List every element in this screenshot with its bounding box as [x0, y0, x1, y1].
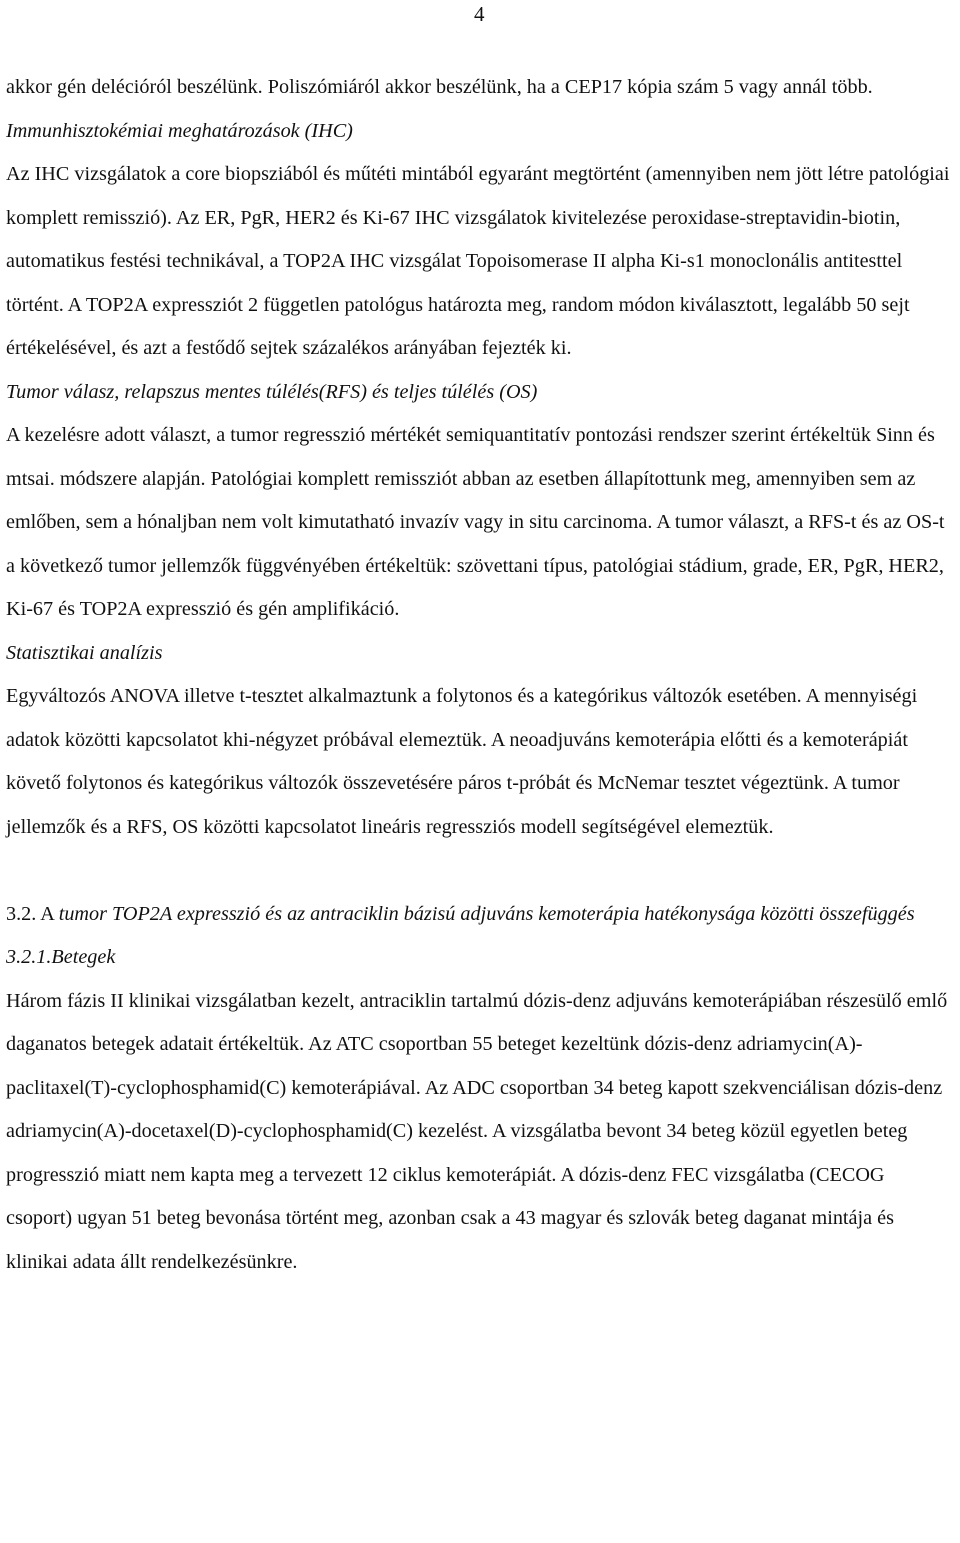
- paragraph-tumor-response: A kezelésre adott választ, a tumor regresszió mértékét semiquantitatív pontozási rendszer szerint értékeltük Sinn és mtsai. módszere alapján. Patológiai komplett remissziót abban az esetben állapítottunk meg, amennyiben sem az emlőben, sem a hónaljban nem volt kimutatható invazív vagy in situ carcinoma. A tumor választ, a RFS-t és az OS-t a következő tumor jellemzők függvényében értékeltük: szövettani típus, patológiai stádium, grade, ER, PgR, HER2, Ki-67 és TOP2A expresszió és gén amplifikáció.: [6, 424, 945, 620]
- paragraph-gene-deletion: akkor gén delécióról beszélünk. Poliszómiáról akkor beszélünk, ha a CEP17 kópia szám 5 vagy annál több.: [6, 76, 873, 98]
- page-number: 4: [474, 2, 485, 26]
- document-body: [6, 66, 954, 1284]
- paragraph-ihc-methods: Az IHC vizsgálatok a core biopsziából és műtéti mintából egyaránt megtörtént (amennyiben nem jött létre patológiai komplett remisszió). Az ER, PgR, HER2 és Ki-67 IHC vizsgálatok kivitelezése peroxidase-streptavidin-biotin, automatikus festési technikával, a TOP2A IHC vizsgálat Topoisomerase II alpha Ki-s1 monoclonális antitesttel történt. A TOP2A expressziót 2 független patológus határozta meg, random módon kiválasztott, legalább 50 sejt értékelésével, és azt a festődő sejtek százalékos arányában fejezték ki.: [6, 163, 950, 359]
- section-title: tumor TOP2A expresszió és az antraciklin bázisú adjuváns kemoterápia hatékonysága közötti összefüggés: [58, 902, 915, 925]
- heading-ihc: Immunhisztokémiai meghatározások (IHC): [6, 119, 353, 142]
- heading-statistics: Statisztikai analízis: [6, 641, 163, 664]
- heading-tumor-response: Tumor válasz, relapszus mentes túlélés(RFS) és teljes túlélés (OS): [6, 380, 538, 403]
- section-spacer: [6, 849, 954, 893]
- paragraph-statistics: Egyváltozós ANOVA illetve t-tesztet alkalmaztunk a folytonos és a kategórikus változók esetében. A mennyiségi adatok közötti kapcsolatot khi-négyzet próbával elemeztük. A neoadjuváns kemoterápia előtti és a kemoterápiát követő folytonos és kategórikus változók összevetésére páros t-próbát és McNemar tesztet végeztünk. A tumor jellemzők és a RFS, OS közötti kapcsolatot lineáris regressziós modell segítségével elemeztük.: [6, 685, 918, 838]
- paragraph-patients: Három fázis II klinikai vizsgálatban kezelt, antraciklin tartalmú dózis-denz adjuváns kemoterápiában részesülő emlő daganatos betegek adatait értékeltük. Az ATC csoportban 55 beteget kezeltünk dózis-denz adriamycin(A)-paclitaxel(T)-cyclophosphamid(C) kemoterápiával. Az ADC csoportban 34 beteg kapott szekvenciálisan dózis-denz adriamycin(A)-docetaxel(D)-cyclophosphamid(C) kezelést. A vizsgálatba bevont 34 beteg közül egyetlen beteg progresszió miatt nem kapta meg a tervezett 12 ciklus kemoterápiát. A dózis-denz FEC vizsgálatba (CECOG csoport) ugyan 51 beteg bevonása történt meg, azonban csak a 43 magyar és szlovák beteg daganat mintája és klinikai adata állt rendelkezésünkre.: [6, 989, 948, 1273]
- subsection-heading-3-2-1: 3.2.1.Betegek: [6, 946, 116, 968]
- section-number: 3.2. A: [6, 902, 59, 925]
- section-heading-3-2: [6, 893, 954, 937]
